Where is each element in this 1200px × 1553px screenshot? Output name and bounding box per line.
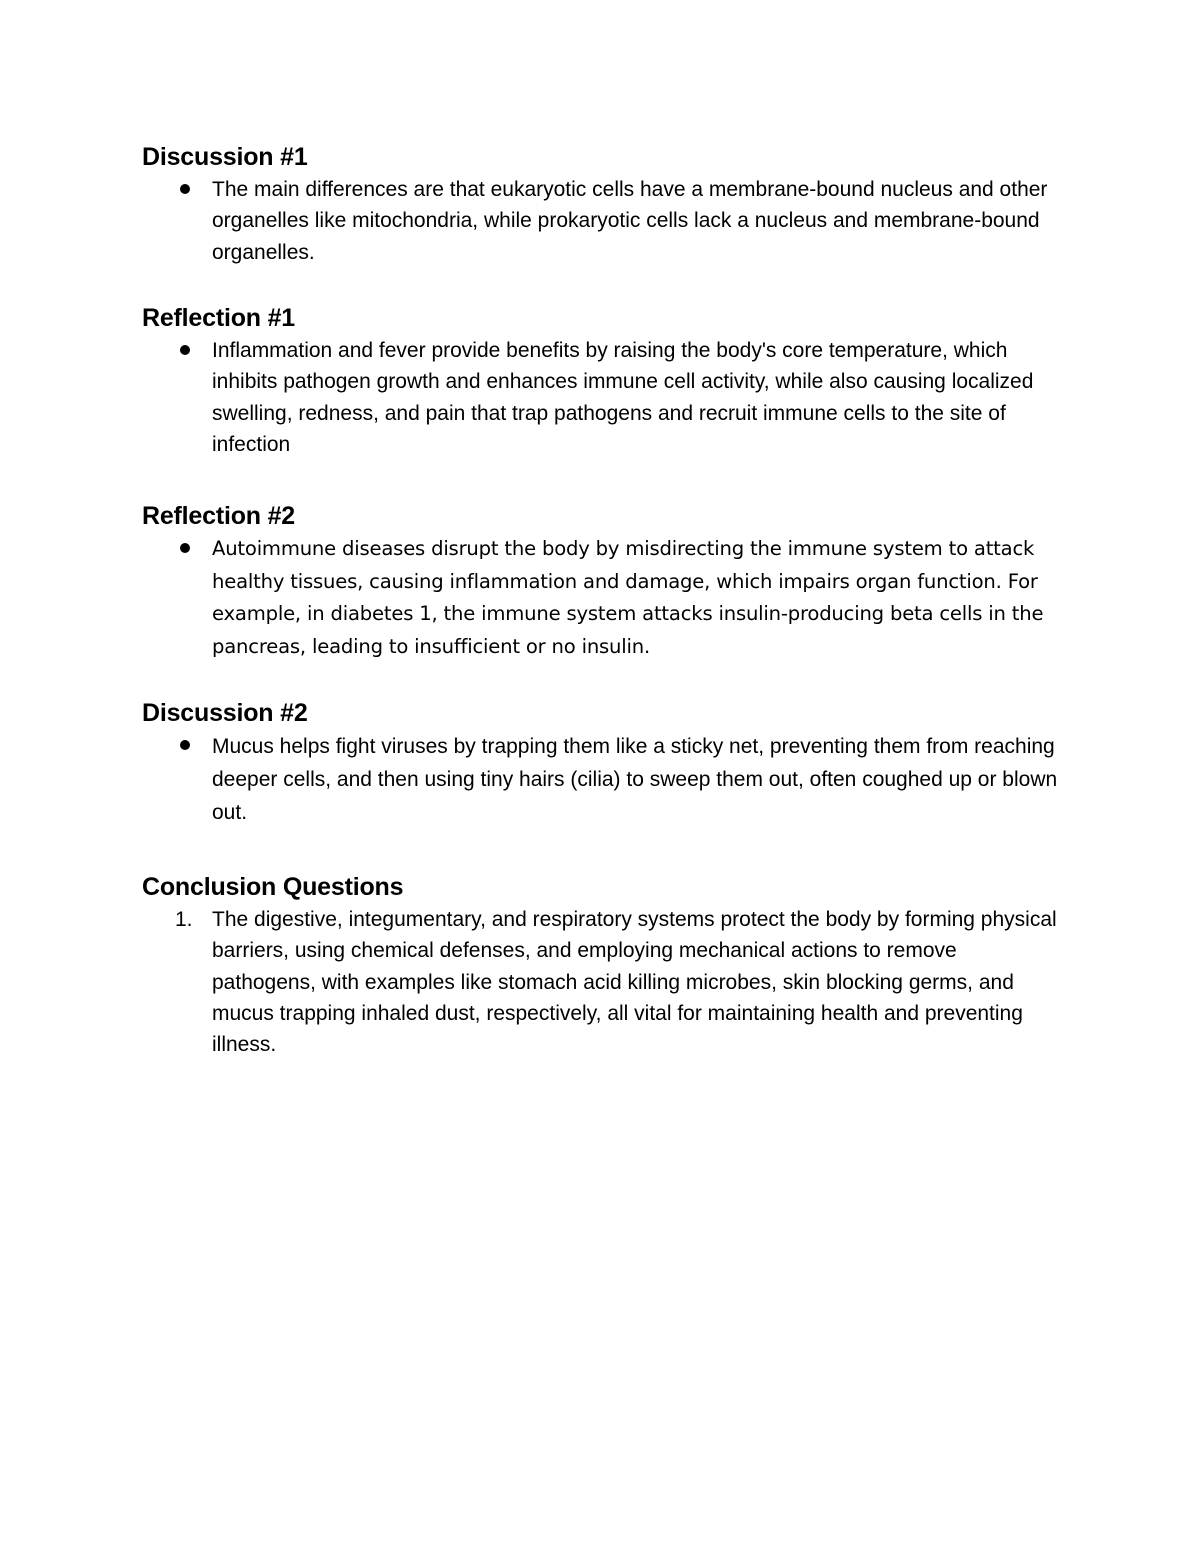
bullet-list [142, 730, 1062, 829]
section-heading: Discussion #1 [142, 143, 308, 171]
list-item [142, 335, 1062, 460]
list-item [142, 904, 1062, 1060]
section-conclusion-questions [142, 872, 1062, 1060]
section-discussion-1 [142, 142, 1062, 268]
section-heading: Reflection #2 [142, 502, 296, 530]
section-reflection-1 [142, 303, 1062, 460]
bullet-icon [180, 740, 190, 750]
list-item-text: The digestive, integumentary, and respiratory systems protect the body by forming physical barriers, using chemical defenses, and employing mechanical actions to remove pathogens, with examples like stomach acid killing microbes, skin blocking germs, and mucus trapping inhaled dust, respectively, all vital for maintaining health and preventing illness. [212, 908, 1057, 1057]
list-item-text: Autoimmune diseases disrupt the body by misdirecting the immune system to attack healthy tissues, causing inflammation and damage, which impairs organ function. For example, in diabetes 1, the immune system attacks insulin-producing beta cells in the pancreas, leading to insufficient or no insulin. [212, 537, 1044, 658]
numbered-list [142, 904, 1062, 1060]
section-heading: Reflection #1 [142, 304, 296, 332]
section-reflection-2 [142, 501, 1062, 663]
section-discussion-2 [142, 698, 1062, 829]
section-heading: Conclusion Questions [142, 873, 404, 901]
bullet-list [142, 335, 1062, 460]
bullet-icon [180, 184, 190, 194]
list-item-text: Mucus helps fight viruses by trapping them like a sticky net, preventing them from reaching deeper cells, and then using tiny hairs (cilia) to sweep them out, often coughed up or blown out. [212, 735, 1058, 824]
list-item [142, 174, 1062, 268]
bullet-icon [180, 345, 190, 355]
list-item-text: Inflammation and fever provide benefits by raising the body's core temperature, which inhibits pathogen growth and enhances immune cell activity, while also causing localized swelling, redness, and pain that trap pathogens and recruit immune cells to the site of infection [212, 339, 1034, 456]
list-item [142, 730, 1062, 829]
bullet-list [142, 174, 1062, 268]
bullet-list [142, 533, 1062, 663]
section-heading: Discussion #2 [142, 699, 308, 727]
list-number: 1. [175, 908, 193, 931]
bullet-icon [180, 543, 190, 553]
list-item [142, 533, 1062, 663]
list-item-text: The main differences are that eukaryotic cells have a membrane-bound nucleus and other organelles like mitochondria, while prokaryotic cells lack a nucleus and membrane-bound organelles. [212, 178, 1048, 264]
